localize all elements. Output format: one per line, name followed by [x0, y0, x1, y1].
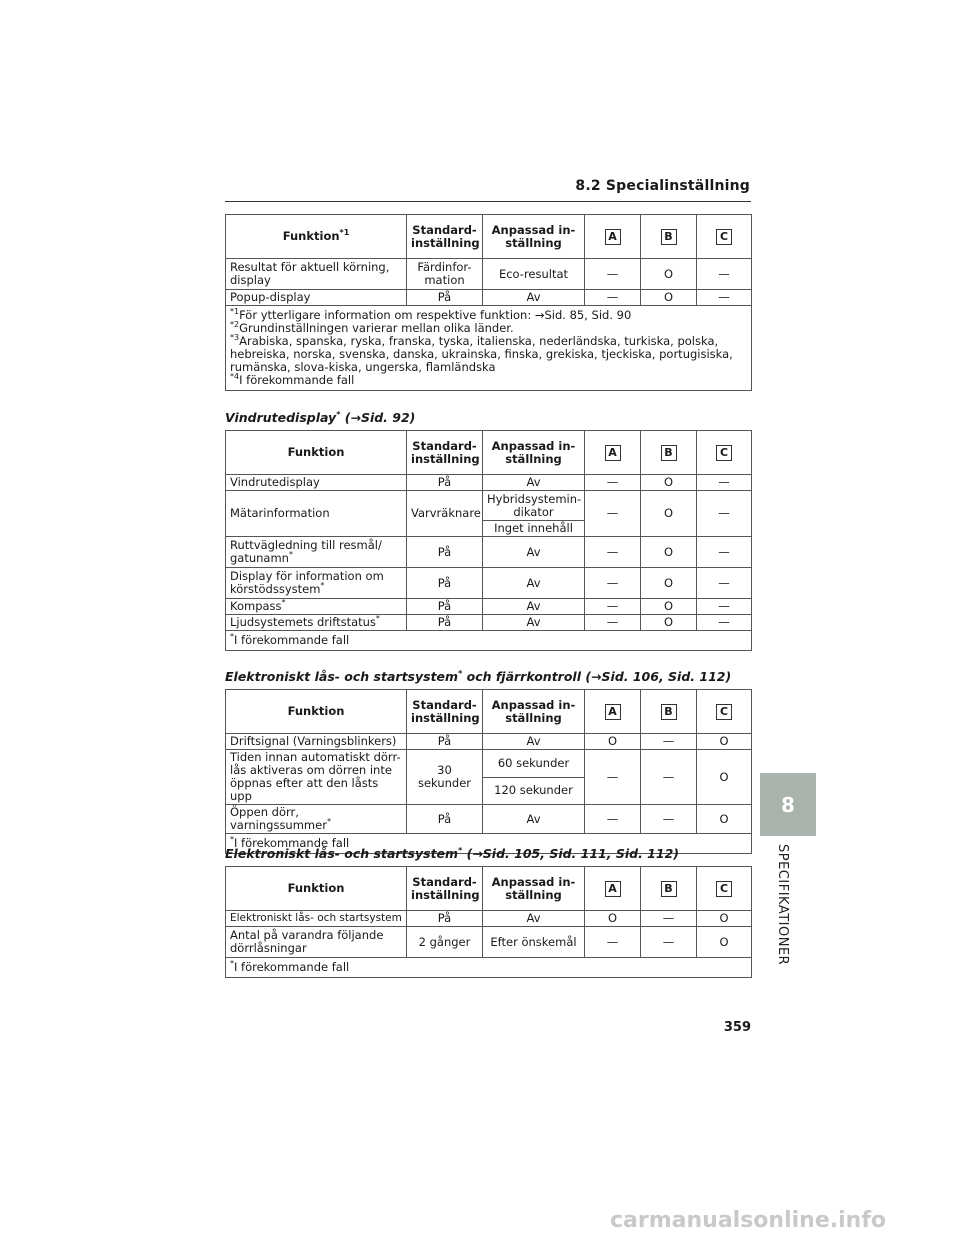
chapter-label: SPECIFIKATIONER: [775, 844, 790, 966]
table-notes: [226, 306, 752, 391]
table-notes: *I förekommande fall: [226, 834, 752, 854]
table-display-settings: [225, 214, 752, 391]
footnote: $^{*2}$Grundinställningen varierar mellan olika länder.: [230, 320, 514, 335]
table-las-fjarrkontroll: [225, 689, 752, 854]
table-row: Vindrutedisplay På Av — O —: [226, 475, 752, 491]
table-row: Inget innehåll: [226, 521, 752, 537]
heading-elektroniskt-las: Elektroniskt lås- och startsystem* (→Sid. 105, Sid. 111, Sid. 112): [225, 845, 679, 861]
table-row: Driftsignal (Varningsblinkers) På Av O — O: [226, 734, 752, 750]
footnote: $^{*1}$För ytterligare information om respektive funktion: →Sid. 85, Sid. 90: [230, 307, 632, 322]
table-row: Mätarinformation Varvräknare Hybridsystemin-dikator — O —: [226, 491, 752, 521]
watermark: carmanualsonline.info: [610, 1208, 886, 1233]
col-anpassad: Anpassad in-ställning: [483, 215, 585, 259]
footnote: $^{*4}$I förekommande fall: [230, 372, 355, 387]
title-divider: [225, 201, 751, 202]
table-row: Elektroniskt lås- och startsystem På Av O — O: [226, 911, 752, 927]
col-standard: Standard-inställning: [407, 215, 483, 259]
table-header-row: Funktion Standard-inställning Anpassad in-ställning A B C: [226, 867, 752, 911]
table-row: Antal på varandra följande dörrlåsningar 2 gånger Efter önskemål — — O: [226, 927, 752, 958]
table-notes: *I förekommande fall: [226, 631, 752, 651]
heading-vindrutedisplay: Vindrutedisplay* (→Sid. 92): [225, 409, 416, 425]
page-number: 359: [723, 1020, 751, 1035]
table-notes: *I förekommande fall: [226, 958, 752, 978]
table-row: Resultat för aktuell körning, display Färdinfor-mation Eco-resultat — O —: [226, 259, 752, 290]
section-title: 8.2 Specialinställning: [575, 178, 750, 194]
col-key-b: B: [641, 215, 697, 259]
table-header-row: Funktion Standard-inställning Anpassad in-ställning A B C: [226, 431, 752, 475]
table-row: Ruttvägledning till resmål/ gatunamn* På Av — O —: [226, 537, 752, 568]
col-funktion: Funktion$^{*1}$: [226, 215, 407, 259]
heading-elektroniskt-las-fjarrkontroll: Elektroniskt lås- och startsystem* och fjärrkontroll (→Sid. 106, Sid. 112): [225, 668, 732, 684]
chapter-tab: 8: [760, 773, 816, 836]
table-row: Popup-display På Av — O —: [226, 290, 752, 306]
table-header-row: Funktion Standard-inställning Anpassad in-ställning A B C: [226, 690, 752, 734]
col-key-c: C: [697, 215, 752, 259]
table-row: Ljudsystemets driftstatus* På Av — O —: [226, 615, 752, 631]
footnote: $^{*3}$Arabiska, spanska, ryska, franska, tyska, italienska, nederländska, turkiska, polska, hebreiska, norska, svenska, danska, ukrainska, finska, grekiska, tjeckiska, portugisiska, rumänska, slova-kiska, ungerska, flamländska: [230, 333, 733, 374]
table-row: Tiden innan automatiskt dörr-lås aktiveras om dörren inte öppnas efter att den låsts upp 30 sekunder 60 sekunder — — O: [226, 750, 752, 778]
col-key-a: A: [585, 215, 641, 259]
table-row: Kompass* På Av — O —: [226, 599, 752, 615]
table-vindrutedisplay: [225, 430, 752, 651]
table-header-row: [226, 215, 752, 259]
table-row: 120 sekunder: [226, 777, 752, 805]
table-las-startsystem: [225, 866, 752, 978]
table-row: Öppen dörr, varningssummer* På Av — — O: [226, 805, 752, 834]
table-row: Display för information om körstödssystem* På Av — O —: [226, 568, 752, 599]
